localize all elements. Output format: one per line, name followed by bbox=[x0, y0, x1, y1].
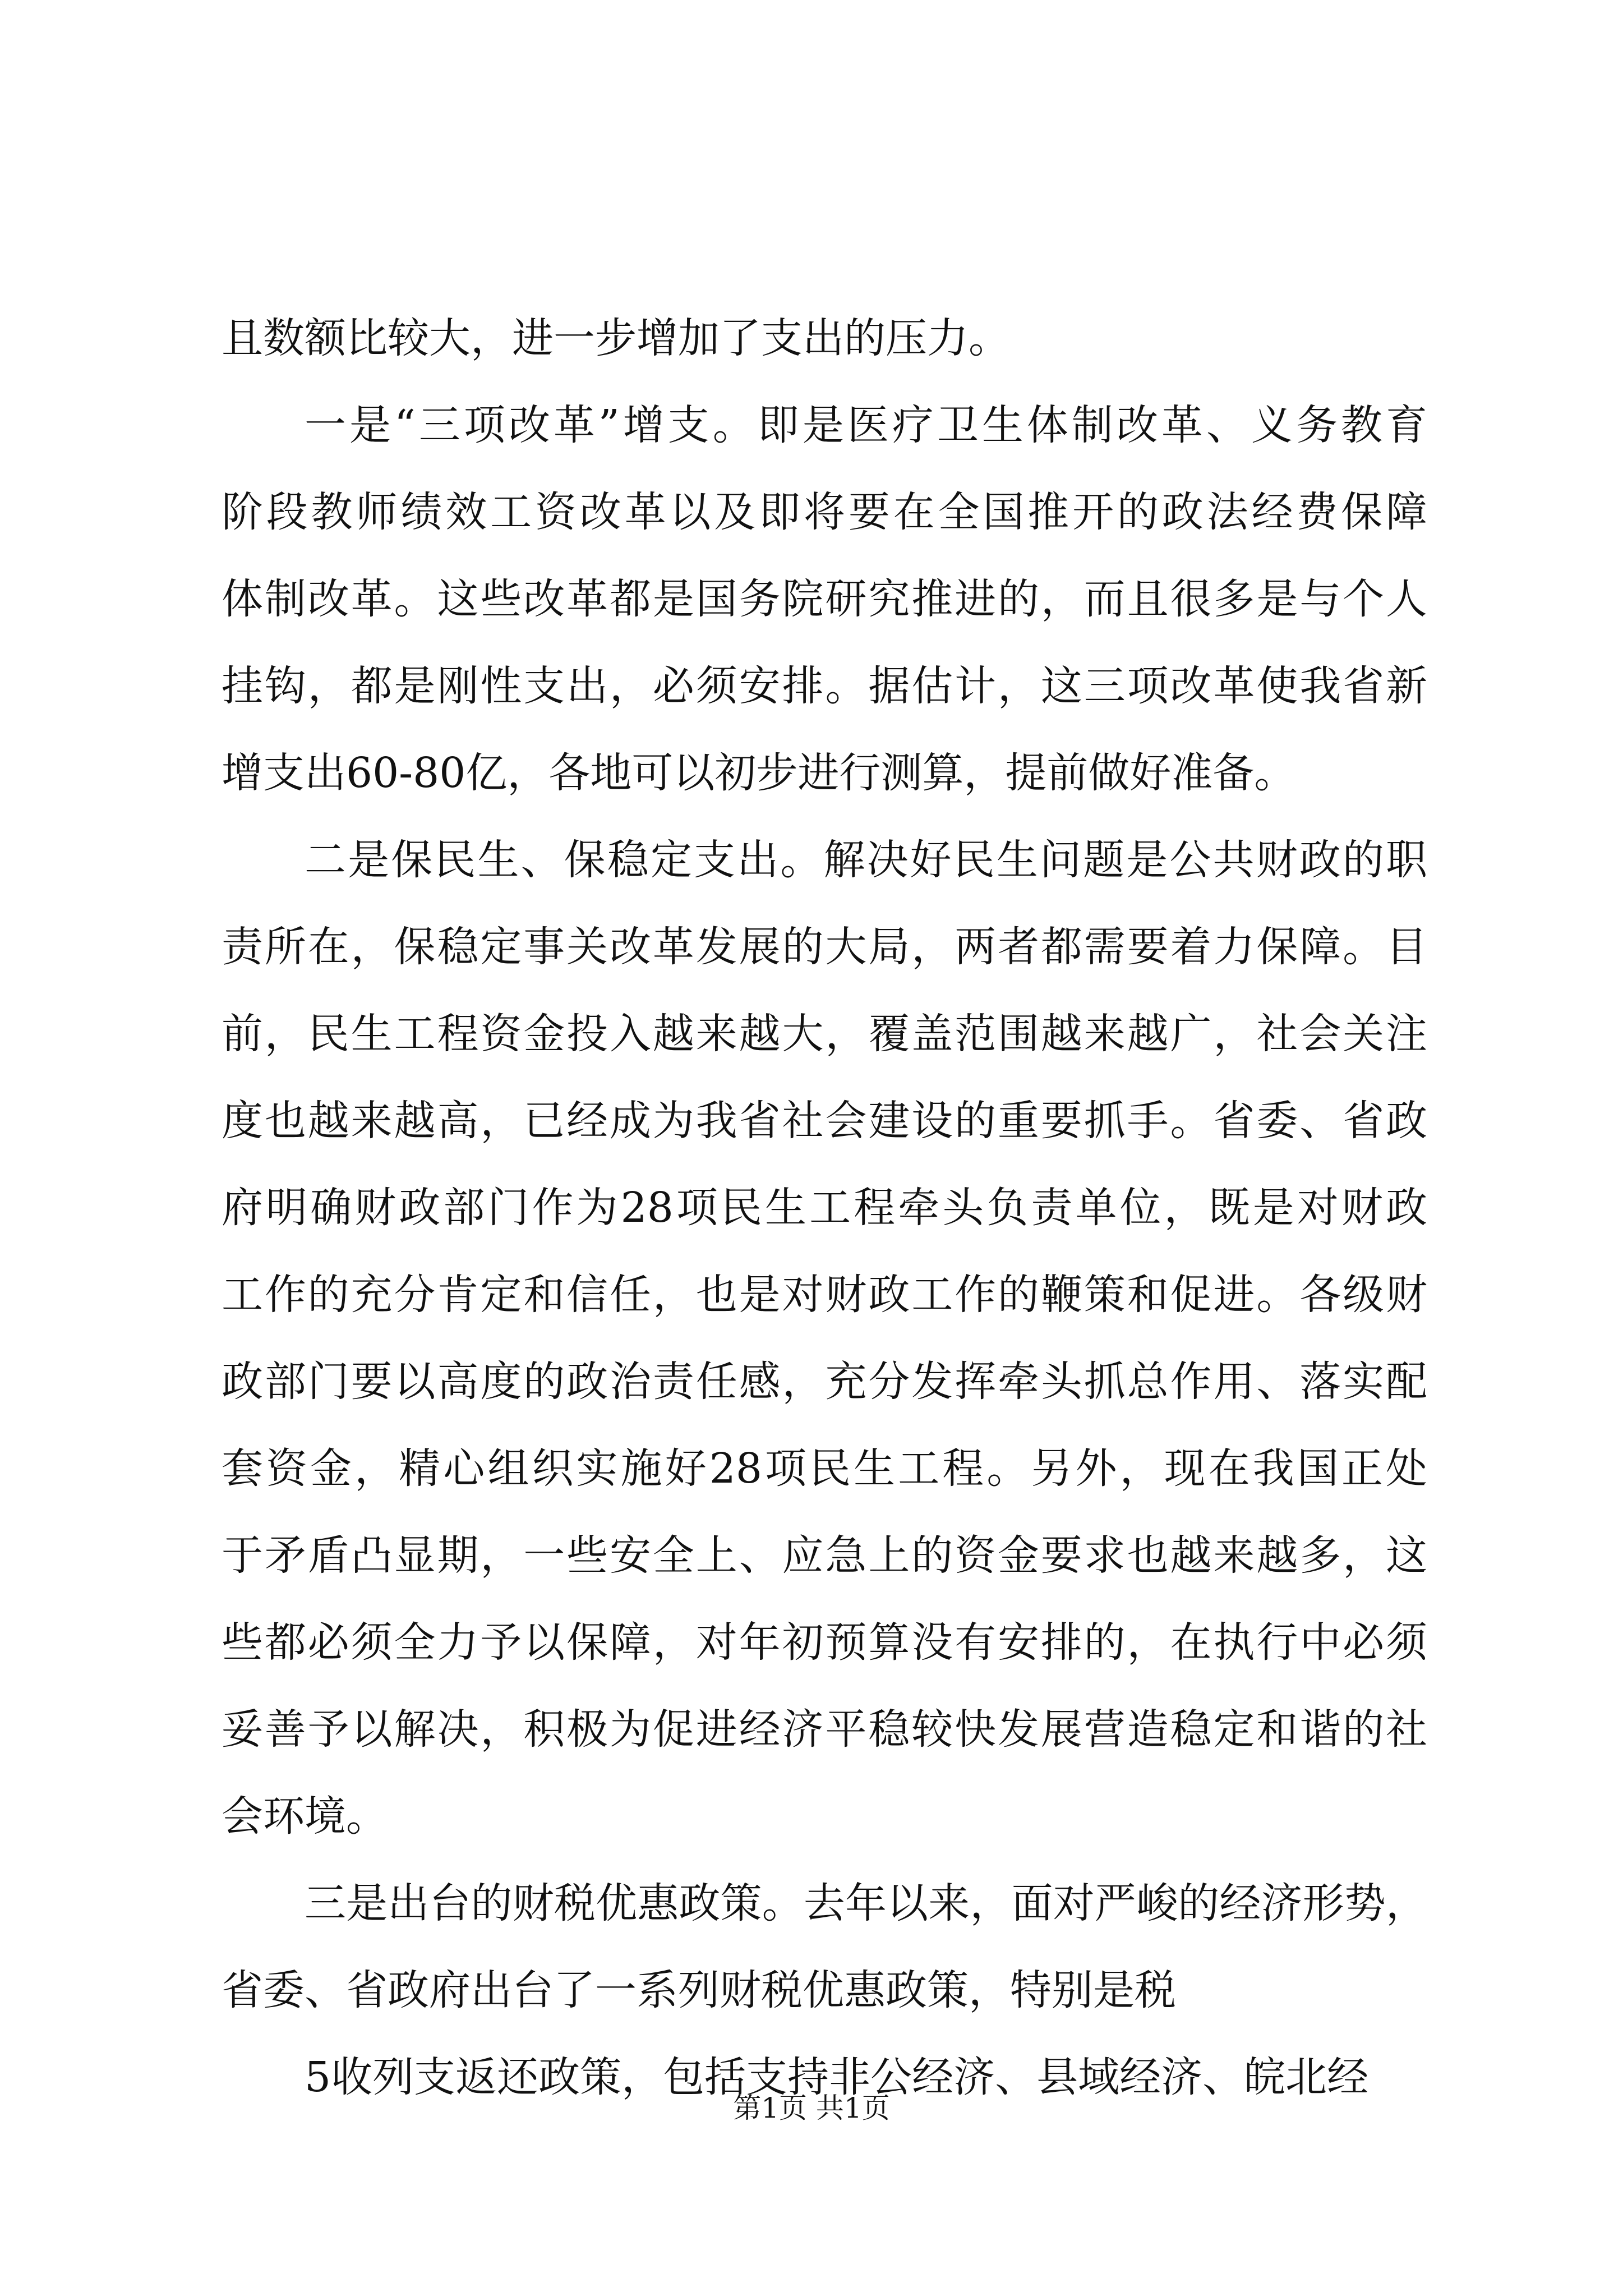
text-line: 阶段教师绩效工资改革以及即将要在全国推开的政法经费保障 bbox=[222, 488, 1427, 536]
paragraph-first-line: 二是保民生、保稳定支出。解决好民生问题是公共财政的职 bbox=[305, 836, 1427, 884]
text-line: 于矛盾凸显期，一些安全上、应急上的资金要求也越来越多，这 bbox=[222, 1531, 1427, 1580]
text-line: 府明确财政部门作为28项民生工程牵头负责单位，既是对财政 bbox=[222, 1184, 1427, 1232]
text-line: 责所在，保稳定事关改革发展的大局，两者都需要着力保障。目 bbox=[222, 923, 1427, 971]
text-line: 挂钩，都是刚性支出，必须安排。据估计，这三项改革使我省新 bbox=[222, 662, 1427, 710]
page-footer: 第1页 共1页 bbox=[733, 2092, 890, 2124]
text-line: 度也越来越高，已经成为我省社会建设的重要抓手。省委、省政 bbox=[222, 1097, 1427, 1145]
text-line: 套资金，精心组织实施好28项民生工程。另外，现在我国正处 bbox=[222, 1444, 1427, 1493]
text-line: 工作的充分肯定和信任，也是对财政工作的鞭策和促进。各级财 bbox=[222, 1271, 1427, 1319]
text-line: 妥善予以解决，积极为促进经济平稳较快发展营造稳定和谐的社 bbox=[222, 1705, 1427, 1754]
text-line: 政部门要以高度的政治责任感，充分发挥牵头抓总作用、落实配 bbox=[222, 1358, 1427, 1406]
text-line: 会环境。 bbox=[222, 1792, 388, 1841]
text-line: 5收列支返还政策，包括支持非公经济、县域经济、皖北经 bbox=[305, 2053, 1369, 2101]
text-line: 前，民生工程资金投入越来越大，覆盖范围越来越广，社会关注 bbox=[222, 1010, 1427, 1058]
paragraph-first-line: 一是“三项改革”增支。即是医疗卫生体制改革、义务教育 bbox=[305, 401, 1427, 449]
text-line: 些都必须全力予以保障，对年初预算没有安排的，在执行中必须 bbox=[222, 1618, 1427, 1667]
text-line: 增支出60-80亿，各地可以初步进行测算，提前做好准备。 bbox=[222, 749, 1296, 797]
text-line: 且数额比较大，进一步增加了支出的压力。 bbox=[222, 314, 1010, 362]
paragraph-first-line: 三是出台的财税优惠政策。去年以来，面对严峻的经济形势， bbox=[305, 1879, 1427, 1927]
text-line: 省委、省政府出台了一系列财税优惠政策，特别是税 bbox=[222, 1966, 1176, 2014]
text-line: 体制改革。这些改革都是国务院研究推进的，而且很多是与个人 bbox=[222, 575, 1427, 623]
